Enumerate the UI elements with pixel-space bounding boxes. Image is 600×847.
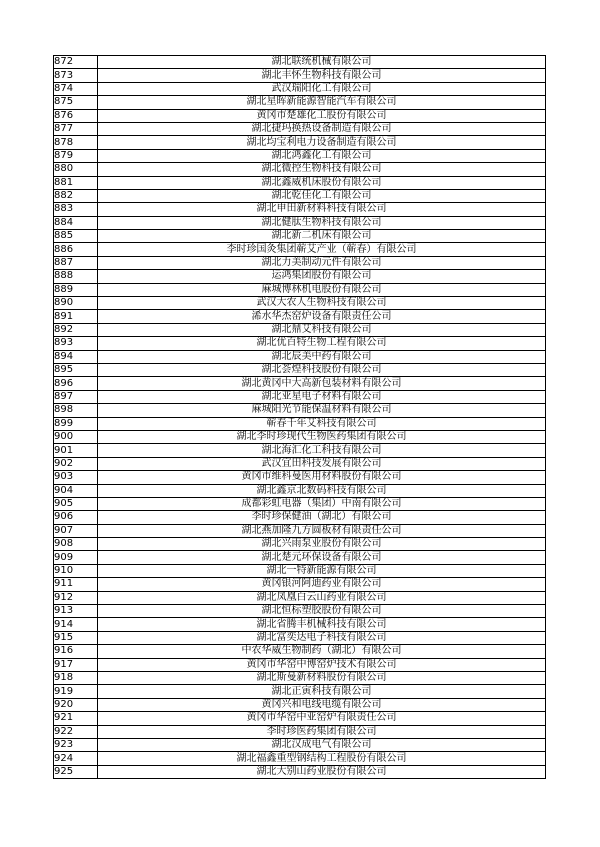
row-number-cell: 877	[54, 122, 98, 135]
company-name-cell: 湖北海汇化工科技有限公司	[98, 444, 546, 457]
row-number-cell: 900	[54, 430, 98, 443]
company-name-cell: 湖北健肽生物科技有限公司	[98, 216, 546, 229]
table-row	[54, 457, 546, 470]
table-row	[54, 310, 546, 323]
company-table-body	[54, 56, 546, 779]
row-number-cell: 922	[54, 725, 98, 738]
company-name-cell: 湖北燕加隆九方圆板材有限责任公司	[98, 524, 546, 537]
company-name-cell: 武汉宜田科技发展有限公司	[98, 457, 546, 470]
row-number-cell: 872	[54, 56, 98, 69]
row-number-cell: 897	[54, 390, 98, 403]
company-name-cell: 湖北星晖新能源智能汽车有限公司	[98, 96, 546, 109]
row-number-cell: 920	[54, 698, 98, 711]
table-row	[54, 752, 546, 765]
company-name-cell: 麻城阳光节能保温材料有限公司	[98, 404, 546, 417]
row-number-cell: 888	[54, 270, 98, 283]
table-row	[54, 712, 546, 725]
row-number-cell: 905	[54, 497, 98, 510]
row-number-cell: 908	[54, 538, 98, 551]
company-name-cell: 湖北正寅科技有限公司	[98, 685, 546, 698]
row-number-cell: 882	[54, 189, 98, 202]
table-row	[54, 56, 546, 69]
row-number-cell: 890	[54, 297, 98, 310]
row-number-cell: 919	[54, 685, 98, 698]
table-row	[54, 149, 546, 162]
table-row	[54, 230, 546, 243]
table-row	[54, 163, 546, 176]
table-row	[54, 511, 546, 524]
company-name-cell: 湖北李时珍现代生物医药集团有限公司	[98, 430, 546, 443]
table-row	[54, 216, 546, 229]
table-row	[54, 564, 546, 577]
row-number-cell: 875	[54, 96, 98, 109]
table-row	[54, 471, 546, 484]
table-row	[54, 203, 546, 216]
table-row	[54, 243, 546, 256]
table-row	[54, 658, 546, 671]
row-number-cell: 881	[54, 176, 98, 189]
company-name-cell: 浠水华杰窑炉设备有限责任公司	[98, 310, 546, 323]
company-name-cell: 湖北微控生物科技有限公司	[98, 163, 546, 176]
row-number-cell: 879	[54, 149, 98, 162]
row-number-cell: 894	[54, 350, 98, 363]
company-name-cell: 湖北丰怀生物科技有限公司	[98, 69, 546, 82]
company-table	[53, 55, 546, 779]
row-number-cell: 915	[54, 631, 98, 644]
table-row	[54, 578, 546, 591]
table-row	[54, 82, 546, 95]
row-number-cell: 893	[54, 337, 98, 350]
row-number-cell: 923	[54, 738, 98, 751]
company-name-cell: 武汉大农人生物科技有限公司	[98, 297, 546, 310]
table-row	[54, 605, 546, 618]
company-name-cell: 中农华威生物制药（湖北）有限公司	[98, 645, 546, 658]
company-name-cell: 湖北联统机械有限公司	[98, 56, 546, 69]
table-row	[54, 725, 546, 738]
company-name-cell: 湖北鸿鑫化工有限公司	[98, 149, 546, 162]
row-number-cell: 916	[54, 645, 98, 658]
company-name-cell: 湖北亚星电子材料有限公司	[98, 390, 546, 403]
row-number-cell: 924	[54, 752, 98, 765]
company-name-cell: 蕲春千年艾科技有限公司	[98, 417, 546, 430]
table-row	[54, 122, 546, 135]
row-number-cell: 910	[54, 564, 98, 577]
table-row	[54, 297, 546, 310]
company-name-cell: 李时珍医药集团有限公司	[98, 725, 546, 738]
table-row	[54, 69, 546, 82]
row-number-cell: 913	[54, 605, 98, 618]
company-name-cell: 湖北申田新材料科技有限公司	[98, 203, 546, 216]
row-number-cell: 898	[54, 404, 98, 417]
company-name-cell: 湖北楚元环保设备有限公司	[98, 551, 546, 564]
table-row	[54, 417, 546, 430]
company-name-cell: 湖北乾佳化工有限公司	[98, 189, 546, 202]
table-row	[54, 136, 546, 149]
table-row	[54, 323, 546, 336]
row-number-cell: 911	[54, 578, 98, 591]
table-row	[54, 377, 546, 390]
company-name-cell: 运鸿集团股份有限公司	[98, 270, 546, 283]
company-name-cell: 湖北斯曼新材料股份有限公司	[98, 671, 546, 684]
company-name-cell: 湖北凤凰白云山药业有限公司	[98, 591, 546, 604]
row-number-cell: 901	[54, 444, 98, 457]
table-row	[54, 109, 546, 122]
row-number-cell: 909	[54, 551, 98, 564]
row-number-cell: 885	[54, 230, 98, 243]
row-number-cell: 912	[54, 591, 98, 604]
table-row	[54, 631, 546, 644]
table-row	[54, 645, 546, 658]
row-number-cell: 921	[54, 712, 98, 725]
company-name-cell: 黄冈市华窑中亚窑炉有限责任公司	[98, 712, 546, 725]
row-number-cell: 884	[54, 216, 98, 229]
table-row	[54, 671, 546, 684]
company-name-cell: 武汉瑞阳化工有限公司	[98, 82, 546, 95]
table-row	[54, 283, 546, 296]
company-name-cell: 湖北一特新能源有限公司	[98, 564, 546, 577]
company-name-cell: 湖北兴雨泵业股份有限公司	[98, 538, 546, 551]
table-row	[54, 404, 546, 417]
company-name-cell: 湖北黄冈中大高新包装材料有限公司	[98, 377, 546, 390]
row-number-cell: 878	[54, 136, 98, 149]
company-name-cell: 湖北力美制动元件有限公司	[98, 256, 546, 269]
table-row	[54, 430, 546, 443]
company-name-cell: 李时珍国灸集团蕲艾产业（蕲春）有限公司	[98, 243, 546, 256]
table-row	[54, 390, 546, 403]
table-row	[54, 350, 546, 363]
row-number-cell: 892	[54, 323, 98, 336]
table-row	[54, 524, 546, 537]
row-number-cell: 917	[54, 658, 98, 671]
row-number-cell: 874	[54, 82, 98, 95]
company-name-cell: 成都彩虹电器（集团）中南有限公司	[98, 497, 546, 510]
row-number-cell: 883	[54, 203, 98, 216]
company-name-cell: 湖北均宝利电力设备制造有限公司	[98, 136, 546, 149]
row-number-cell: 918	[54, 671, 98, 684]
company-name-cell: 湖北辰美中药有限公司	[98, 350, 546, 363]
row-number-cell: 907	[54, 524, 98, 537]
company-name-cell: 黄冈兴和电线电缆有限公司	[98, 698, 546, 711]
company-name-cell: 李时珍保健油（湖北）有限公司	[98, 511, 546, 524]
table-row	[54, 363, 546, 376]
table-row	[54, 497, 546, 510]
row-number-cell: 914	[54, 618, 98, 631]
row-number-cell: 876	[54, 109, 98, 122]
table-row	[54, 591, 546, 604]
table-row	[54, 765, 546, 778]
table-row	[54, 551, 546, 564]
company-name-cell: 黄冈银河阿迪药业有限公司	[98, 578, 546, 591]
row-number-cell: 880	[54, 163, 98, 176]
table-row	[54, 444, 546, 457]
company-name-cell: 黄冈市华窑中博窑炉技术有限公司	[98, 658, 546, 671]
company-name-cell: 湖北大别山药业股份有限公司	[98, 765, 546, 778]
table-row	[54, 698, 546, 711]
company-name-cell: 湖北鑫京北数码科技有限公司	[98, 484, 546, 497]
company-name-cell: 黄冈市楚雄化工股份有限公司	[98, 109, 546, 122]
company-name-cell: 湖北荟煌科技股份有限公司	[98, 363, 546, 376]
row-number-cell: 887	[54, 256, 98, 269]
row-number-cell: 902	[54, 457, 98, 470]
table-row	[54, 256, 546, 269]
row-number-cell: 886	[54, 243, 98, 256]
row-number-cell: 873	[54, 69, 98, 82]
company-name-cell: 湖北富奕达电子科技有限公司	[98, 631, 546, 644]
row-number-cell: 904	[54, 484, 98, 497]
table-row	[54, 538, 546, 551]
row-number-cell: 903	[54, 471, 98, 484]
table-row	[54, 96, 546, 109]
row-number-cell: 899	[54, 417, 98, 430]
company-name-cell: 麻城博林机电股份有限公司	[98, 283, 546, 296]
company-name-cell: 湖北省腾丰机械科技有限公司	[98, 618, 546, 631]
table-row	[54, 337, 546, 350]
table-row	[54, 484, 546, 497]
company-name-cell: 湖北鼎艾科技有限公司	[98, 323, 546, 336]
company-name-cell: 湖北福鑫重型钢结构工程股份有限公司	[98, 752, 546, 765]
row-number-cell: 925	[54, 765, 98, 778]
table-row	[54, 270, 546, 283]
row-number-cell: 891	[54, 310, 98, 323]
table-row	[54, 189, 546, 202]
row-number-cell: 895	[54, 363, 98, 376]
company-name-cell: 湖北捷玛换热设备制造有限公司	[98, 122, 546, 135]
table-row	[54, 618, 546, 631]
row-number-cell: 906	[54, 511, 98, 524]
company-name-cell: 湖北优百特生物工程有限公司	[98, 337, 546, 350]
row-number-cell: 889	[54, 283, 98, 296]
company-name-cell: 湖北恒标塑胶股份有限公司	[98, 605, 546, 618]
table-row	[54, 685, 546, 698]
company-name-cell: 湖北鑫威机床股份有限公司	[98, 176, 546, 189]
company-name-cell: 黄冈市维科曼医用材料股份有限公司	[98, 471, 546, 484]
row-number-cell: 896	[54, 377, 98, 390]
company-name-cell: 湖北新二机床有限公司	[98, 230, 546, 243]
company-name-cell: 湖北汉成电气有限公司	[98, 738, 546, 751]
table-row	[54, 738, 546, 751]
table-row	[54, 176, 546, 189]
